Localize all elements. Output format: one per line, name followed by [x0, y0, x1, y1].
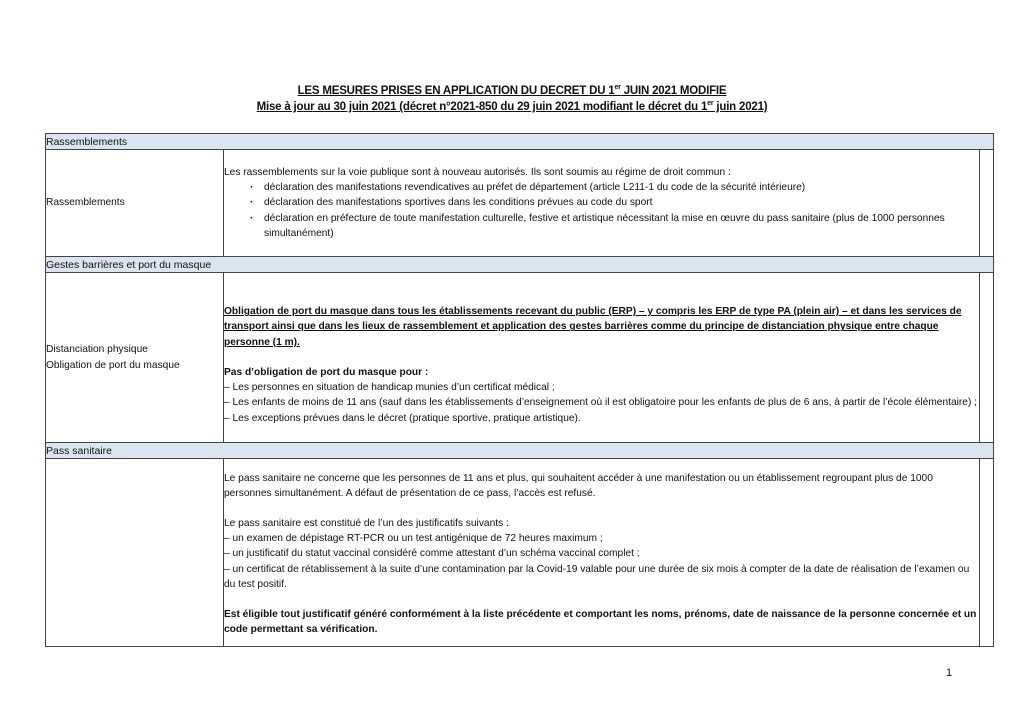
document-title	[0, 85, 1024, 97]
table-row-rassemblements	[46, 150, 994, 257]
pass-item: – un justificatif du statut vaccinal considéré comme attestant d’un schéma vaccinal complet ;	[224, 548, 640, 560]
label-line: Distanciation physique	[46, 343, 148, 355]
rassemblements-bullet-list	[224, 180, 979, 241]
exception-item: – Les enfants de moins de 11 ans (sauf dans les établissements d’enseignement où il est obligatoire pour les enfants de plus de 6 ans, à partir de l’école élémentaire) ;	[224, 397, 978, 409]
document-title-text: LES MESURES PRISES EN APPLICATION DU DECRET DU 1	[297, 85, 615, 97]
label-line: Obligation de port du masque	[46, 359, 180, 371]
bullet-item: · déclaration des manifestations revendicatives au préfet de département (article L211-1 du code de la sécurité intérieure)	[250, 180, 979, 195]
pass-paragraph: Le pass sanitaire est constitué de l’un des justificatifs suivants :	[224, 517, 509, 529]
exception-item: – Les personnes en situation de handicap munies d’un certificat médical ;	[224, 382, 555, 394]
section-heading: Gestes barrières et port du masque	[46, 257, 994, 273]
section-heading: Rassemblements	[46, 134, 994, 150]
right-gap	[980, 273, 994, 443]
pass-item: – un examen de dépistage RT-PCR ou un test antigénique de 72 heures maximum ;	[224, 533, 603, 545]
exception-item: – Les exceptions prévues dans le décret (pratique sportive, pratique artistique).	[224, 412, 581, 424]
pass-paragraph: Le pass sanitaire ne concerne que les personnes de 11 ans et plus, qui souhaitent accéder à une manifestation ou un établissement regroupant plus de 1000 personnes simultanément. A défaut de présentation de ce pass, l’accès est refusé.	[224, 472, 933, 499]
document-subtitle-superscript: er	[707, 100, 714, 108]
mask-obligation-text: Obligation de port du masque dans tous les établissements recevant du public (ERP) – y compris les ERP de type PA (plein air) – et dans les services de transport ainsi que dans les lieux de rassemblement et application des gestes barrières comme du principe de distanciation physique entre chaque personne (1 m).	[224, 306, 962, 348]
measures-table	[45, 133, 994, 647]
page-number: 1	[946, 667, 953, 679]
document-title-superscript: er	[614, 84, 621, 92]
document-subtitle-text: Mise à jour au 30 juin 2021 (décret n°2021-850 du 29 juin 2021 modifiant le décret du 1	[256, 101, 708, 113]
mask-exceptions-title: Pas d’obligation de port du masque pour :	[224, 366, 429, 378]
right-gap	[980, 150, 994, 257]
document-subtitle-suffix: juin 2021)	[713, 101, 768, 113]
bullet-item: · déclaration en préfecture de toute manifestation culturelle, festive et artistique nécessitant la mise en œuvre du pass sanitaire (plus de 1000 personnes simultanément)	[250, 211, 979, 241]
table-row-pass-sanitaire	[46, 459, 994, 647]
section-heading: Pass sanitaire	[46, 443, 994, 459]
row-label-distanciation	[46, 273, 224, 443]
table-row-gestes-barrieres	[46, 273, 994, 443]
row-label-pass-sanitaire	[46, 459, 224, 647]
pass-eligibility-text: Est éligible tout justificatif généré conformément à la liste précédente et comportant les noms, prénoms, date de naissance de la personne concernée et un code permettant sa vérification.	[224, 609, 977, 636]
rassemblements-intro: Les rassemblements sur la voie publique sont à nouveau autorisés. Ils sont soumis au régime de droit commun :	[224, 166, 731, 178]
section-header-rassemblements	[46, 134, 994, 150]
right-gap	[980, 459, 994, 647]
pass-item: – un certificat de rétablissement à la suite d’une contamination par la Covid-19 valable pour une durée de six mois à compter de la date de réalisation de l’examen ou du test positif.	[224, 563, 970, 590]
row-content-pass-sanitaire	[224, 459, 980, 647]
row-content-rassemblements	[224, 150, 980, 257]
row-content-gestes-barrieres	[224, 273, 980, 443]
document-subtitle	[0, 101, 1024, 113]
row-label-rassemblements: Rassemblements	[46, 150, 224, 257]
bullet-item: · déclaration des manifestations sportives dans les conditions prévues au code du sport	[250, 195, 979, 210]
section-header-pass-sanitaire	[46, 443, 994, 459]
section-header-gestes-barrieres	[46, 257, 994, 273]
document-title-suffix: JUIN 2021 MODIFIE	[620, 85, 727, 97]
